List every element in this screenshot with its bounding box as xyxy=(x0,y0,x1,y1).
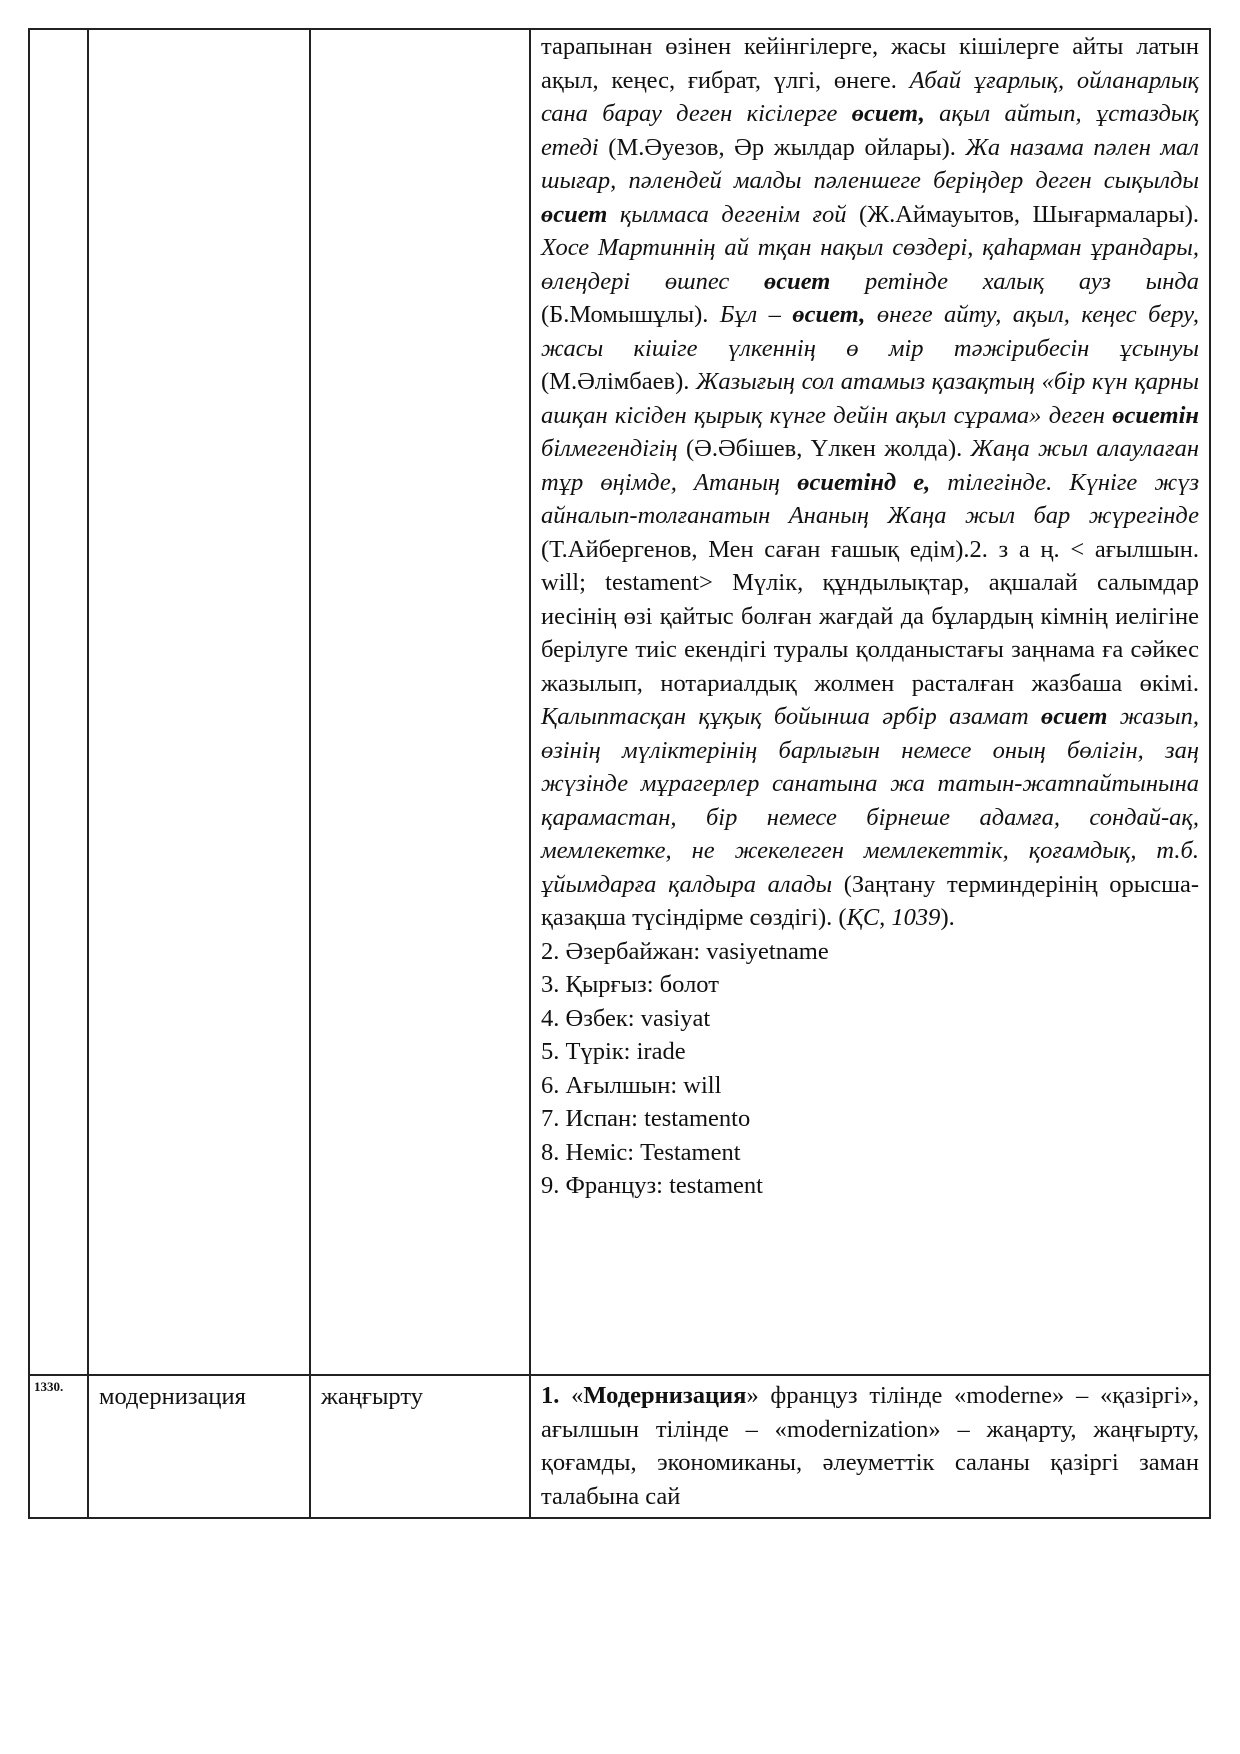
table-row xyxy=(29,29,1210,1375)
russian-term: модернизация xyxy=(99,1383,246,1410)
number-cell xyxy=(29,29,88,1375)
translation-item: 3. Қырғыз: болот xyxy=(541,971,719,998)
kazakh-term-cell xyxy=(310,1375,530,1518)
translation-item: 9. Француз: testament xyxy=(541,1172,763,1199)
translation-item: 2. Әзербайжан: vasiyetname xyxy=(541,937,829,965)
translation-item: 6. Ағылшын: will xyxy=(541,1071,722,1099)
kazakh-term-cell xyxy=(310,29,530,1375)
definition-text: 1. «Модернизация» француз тілінде «moderne» – «қазіргі», ағылшын тілінде – «modernization» – жаңарту, жаңғырту, қоғамды, экономиканы, әлеуметтік саланы қазіргі заман талабына сай xyxy=(541,1382,1200,1510)
translation-item: 5. Түрік: irade xyxy=(541,1038,686,1065)
translation-list xyxy=(541,935,1199,1203)
russian-term-cell xyxy=(88,1375,310,1518)
kazakh-term: жаңғырту xyxy=(321,1383,423,1410)
number-cell xyxy=(29,1375,88,1518)
translation-item: 8. Неміс: Testament xyxy=(541,1138,741,1166)
definition-text: тарапынан өзінен кейінгілерге, жасы кішілерге айты латын ақыл, кеңес, ғибрат, үлгі, өнеге. Абай ұғарлық, ойланарлық сана барау деген кісілерге өсиет, ақыл айтып, ұстаздық етеді (М.Әуезов, Әр жылдар ойлары). Жа назама пәлен мал шығар, пәлендей малды пәленшеге беріңдер деген сықылды өсиет қылмаса дегенім ғой (Ж.Аймауытов, Шығармалары). Хосе Мартиннің ай тқан нақыл сөздері, қаһарман ұрандары, өлеңдері өшпес өсиет ретінде халық ауз ында (Б.Момышұлы). Бұл – өсиет, өнеге айту, ақыл, кеңес беру, жасы кішіге үлкеннің ө мір тәжірибесін ұсынуы (М.Әлімбаев). Жазығың сол атамыз қазақтың «бір күн қарны ашқан кісіден қырық күнге дейін ақыл сұрама» деген өсиетін білмегендігің (Ә.Әбішев, Үлкен жолда). Жаңа жыл алаулаған тұр өңімде, Атаның өсиетінд е, тілегінде. Күніге жүз айналып-толғанатын Ананың Жаңа жыл бар жүрегінде (Т.Айбергенов, Мен саған ғашық едім).2. з а ң. < ағылшын. will; testament> Мүлік, құндылықтар, ақшалай салымдар иесінің өзі қайтыс болған жағдай да бұлардың кімнің иелігіне берілуге тиіс екендігі туралы қолданыстағы заңнама ға сәйкес жазылып, нотариалдық жолмен расталған жазбаша өкімі. Қалыптасқан құқық бойынша әрбір азамат өсиет жазып, өзінің мүліктерінің барлығын немесе оның бөлігін, заң жүзінде мұрагерлер санатына жа татын-жатпайтынына қарамастан, бір немесе бірнеше адамға, сондай-ақ, мемлекетке, не жекелеген мемлекеттік, қоғамдық, т.б. ұйымдарға қалдыра алады (Заңтану терминдерінің орысша-қазақша түсіндірме сөздігі). (ҚС, 1039). xyxy=(541,33,1200,931)
table-row xyxy=(29,1375,1210,1518)
dictionary-table xyxy=(28,28,1211,1519)
definition-cell xyxy=(530,1375,1210,1518)
translation-item: 7. Испан: testamento xyxy=(541,1105,751,1132)
entry-number: 1330. xyxy=(34,1379,64,1394)
translation-item: 4. Өзбек: vasiyat xyxy=(541,1004,711,1032)
definition-cell xyxy=(530,29,1210,1375)
russian-term-cell xyxy=(88,29,310,1375)
